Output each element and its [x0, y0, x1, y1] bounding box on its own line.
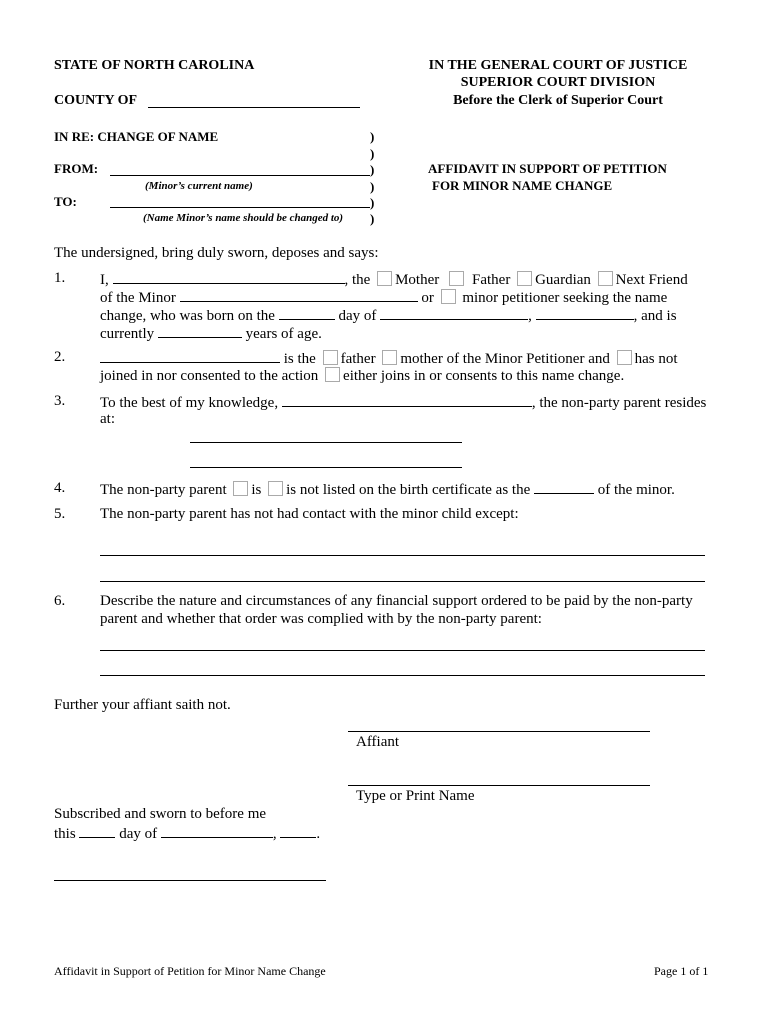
age-field[interactable] — [158, 324, 242, 338]
joined-label: joined in nor consented to the action — [100, 368, 319, 384]
address-line-2-field[interactable] — [190, 467, 462, 468]
item3-number: 3. — [54, 393, 66, 409]
affiant-label: Affiant — [356, 734, 400, 750]
contact-line-1-field[interactable] — [100, 555, 705, 556]
birth-month-field[interactable] — [380, 306, 528, 320]
is-label: is — [251, 482, 262, 498]
minor-name-field[interactable] — [180, 288, 418, 302]
of-minor-label: of the minor. — [597, 482, 675, 498]
court-heading-line3: Before the Clerk of Superior Court — [453, 93, 663, 108]
item2-line1 — [100, 349, 678, 368]
father-label: Father — [472, 272, 511, 288]
item2-line2 — [100, 367, 624, 385]
minor-petitioner-label: minor petitioner seeking the name — [462, 290, 668, 306]
either-joins-checkbox[interactable] — [325, 367, 340, 382]
affidavit-title-line2: FOR MINOR NAME CHANGE — [432, 178, 613, 193]
sworn-year-field[interactable] — [280, 824, 316, 838]
birth-year-field[interactable] — [536, 306, 634, 320]
county-field[interactable] — [148, 107, 360, 108]
item1-number: 1. — [54, 270, 66, 286]
day-of-label: day of — [119, 826, 158, 842]
item2-mother-label: mother of the Minor Petitioner and — [400, 351, 610, 367]
item4-line — [100, 480, 675, 499]
father-checkbox[interactable] — [449, 271, 464, 286]
print-name-field[interactable] — [348, 785, 650, 786]
is-the-label: is the — [283, 351, 316, 367]
county-label: COUNTY OF — [54, 93, 138, 108]
court-heading-line1: IN THE GENERAL COURT OF JUSTICE — [428, 58, 688, 73]
comma: , — [528, 308, 532, 324]
item6-line1: Describe the nature and circumstances of any financial support ordered to be paid by the non-party — [100, 593, 693, 609]
item6-line2: parent and whether that order was complied with by the non-party parent: — [100, 611, 542, 627]
sworn-date-line — [54, 824, 320, 843]
minor-petitioner-checkbox[interactable] — [441, 289, 456, 304]
caption-paren: ) — [370, 146, 375, 161]
further-text: Further your affiant saith not. — [54, 697, 231, 713]
birth-day-field[interactable] — [279, 306, 335, 320]
item1-line1 — [100, 270, 688, 289]
caption-paren: ) — [370, 195, 375, 210]
item1-the: , the — [344, 272, 371, 288]
item1-line2 — [100, 288, 667, 307]
item5-text: The non-party parent has not had contact with the minor child except: — [100, 506, 519, 522]
address-line-1-field[interactable] — [190, 442, 462, 443]
item6-number: 6. — [54, 593, 66, 609]
not-listed-checkbox[interactable] — [268, 481, 283, 496]
sworn-month-field[interactable] — [161, 824, 273, 838]
affidavit-title-line1: AFFIDAVIT IN SUPPORT OF PETITION — [428, 161, 667, 176]
has-not-label: has not — [634, 351, 678, 367]
item2-father-checkbox[interactable] — [323, 350, 338, 365]
caption-paren: ) — [370, 129, 375, 144]
years-label: years of age. — [245, 326, 322, 342]
not-listed-label: is not listed on the birth certificate as the — [286, 482, 531, 498]
contact-line-2-field[interactable] — [100, 581, 705, 582]
court-heading-line2: SUPERIOR COURT DIVISION — [460, 75, 656, 90]
relationship-field[interactable] — [534, 480, 594, 494]
resides-label: , the non-party parent resides — [531, 395, 707, 411]
caption-paren: ) — [370, 162, 375, 177]
or-label: or — [421, 290, 434, 306]
born-label: change, who was born on the — [100, 308, 275, 324]
support-line-2-field[interactable] — [100, 675, 705, 676]
item2-father-label: father — [340, 351, 376, 367]
print-name-label: Type or Print Name — [356, 788, 475, 804]
state-heading: STATE OF NORTH CAROLINA — [54, 58, 255, 73]
to-hint: (Name Minor’s name should be changed to) — [143, 212, 344, 224]
from-label: FROM: — [54, 161, 99, 176]
parent-name-field[interactable] — [100, 349, 280, 363]
page-number: Page 1 of 1 — [654, 964, 709, 978]
to-label: TO: — [54, 194, 77, 209]
affiant-signature-field[interactable] — [348, 731, 650, 732]
either-joins-label: either joins in or consents to this name change. — [343, 368, 625, 384]
at-label: at: — [100, 411, 115, 427]
guardian-checkbox[interactable] — [517, 271, 532, 286]
next-friend-label: Next Friend — [615, 272, 688, 288]
nonparty-parent-name-field[interactable] — [282, 393, 532, 407]
mother-label: Mother — [395, 272, 440, 288]
item5-number: 5. — [54, 506, 66, 522]
to-name-field[interactable] — [110, 207, 370, 208]
from-hint: (Minor’s current name) — [145, 180, 253, 192]
has-not-checkbox[interactable] — [617, 350, 632, 365]
item3-text: To the best of my knowledge, — [100, 395, 279, 411]
sworn-day-field[interactable] — [79, 824, 115, 838]
notary-signature-field[interactable] — [54, 880, 326, 881]
item2-mother-checkbox[interactable] — [382, 350, 397, 365]
mother-checkbox[interactable] — [377, 271, 392, 286]
support-line-1-field[interactable] — [100, 650, 705, 651]
guardian-label: Guardian — [535, 272, 591, 288]
caption-paren: ) — [370, 211, 375, 226]
this-label: this — [54, 826, 76, 842]
is-listed-checkbox[interactable] — [233, 481, 248, 496]
of-minor-label: of the Minor — [100, 290, 176, 306]
from-name-field[interactable] — [110, 175, 370, 176]
comma: , — [272, 826, 277, 842]
day-of-label: day of — [338, 308, 377, 324]
affiant-name-field[interactable] — [113, 270, 345, 284]
and-is-label: , and is — [633, 308, 677, 324]
item3-line1 — [100, 393, 706, 412]
item4-number: 4. — [54, 480, 66, 496]
subscribed-text: Subscribed and sworn to before me — [54, 806, 267, 822]
intro-text: The undersigned, bring duly sworn, deposes and says: — [54, 245, 379, 261]
in-re-label: IN RE: CHANGE OF NAME — [54, 129, 219, 144]
item1-line4 — [100, 324, 322, 343]
currently-label: currently — [100, 326, 155, 342]
item1-line3 — [100, 306, 677, 325]
caption-paren: ) — [370, 179, 375, 194]
item2-number: 2. — [54, 349, 66, 365]
next-friend-checkbox[interactable] — [598, 271, 613, 286]
period: . — [316, 826, 321, 842]
item1-i: I, — [100, 272, 109, 288]
footer-title: Affidavit in Support of Petition for Minor Name Change — [54, 964, 326, 978]
item4-text: The non-party parent — [100, 482, 227, 498]
